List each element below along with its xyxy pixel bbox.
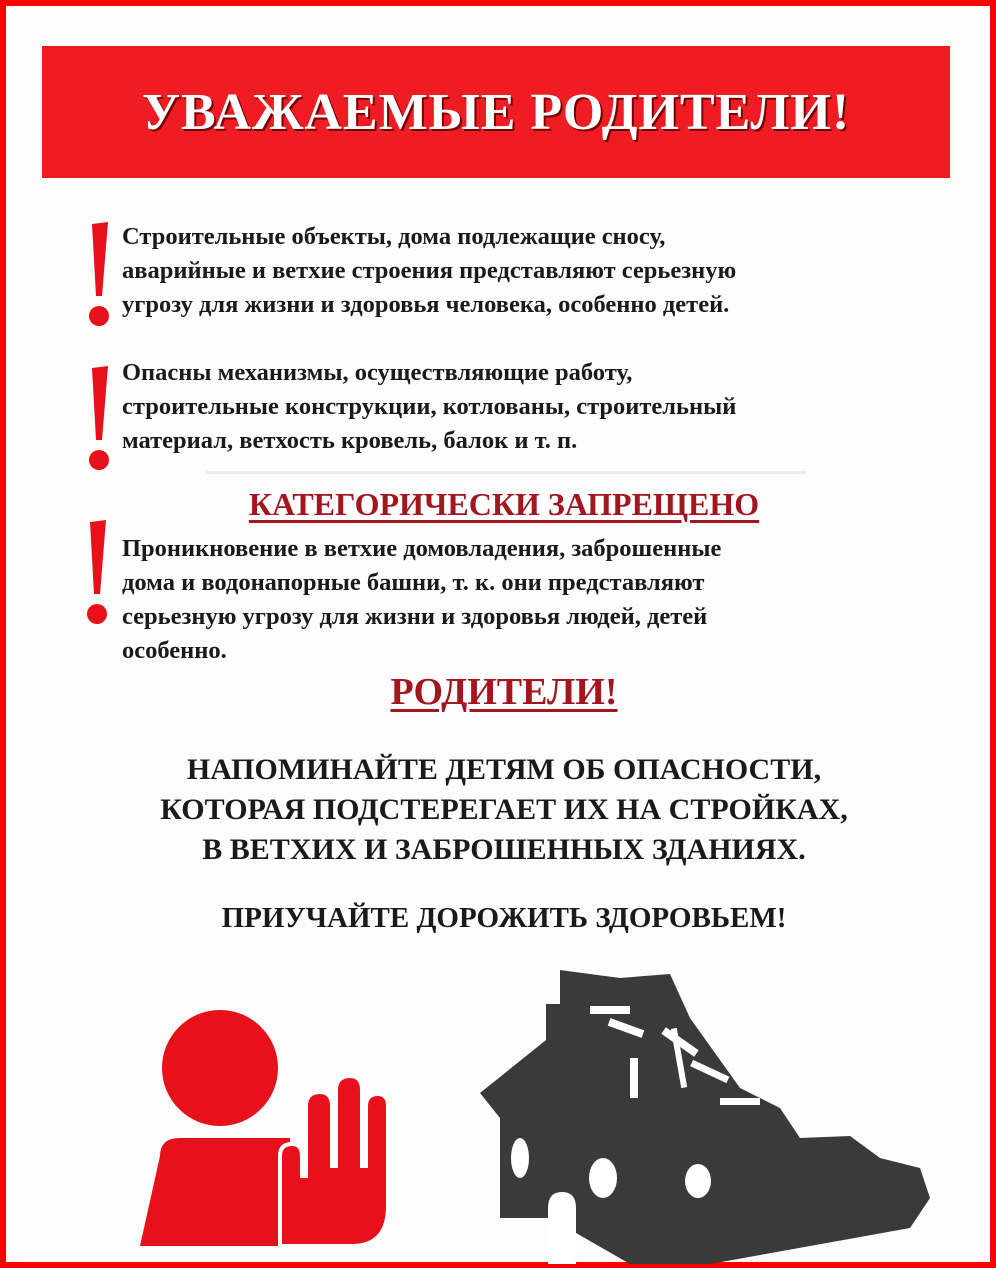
page-title: УВАЖАЕМЫЕ РОДИТЕЛИ! [141, 83, 851, 141]
stop-person-icon [130, 1006, 390, 1246]
warning-1-line: угрозу для жизни и здоровья человека, особенно детей. [122, 291, 730, 318]
reminder-line: КОТОРАЯ ПОДСТЕРЕГАЕТ ИХ НА СТРОЙКАХ, [160, 793, 848, 826]
exclamation-icon [84, 364, 112, 474]
warning-2-line: Опасны механизмы, осуществляющие работу, [122, 359, 633, 386]
warning-3-line: особенно. [122, 637, 227, 664]
header-banner [42, 46, 950, 178]
ruined-house-icon [480, 968, 950, 1264]
warning-text-2 [122, 356, 736, 458]
divider [206, 471, 806, 474]
warning-1-line: аварийные и ветхие строения представляют серьезную [122, 257, 737, 284]
warning-text-1 [122, 220, 736, 322]
warning-3-line: серьезную угрозу для жизни и здоровья людей, детей [122, 603, 708, 630]
exclamation-icon [84, 220, 112, 330]
warning-3-line: Проникновение в ветхие домовладения, заброшенные [122, 535, 722, 562]
warning-3-line: дома и водонапорные башни, т. к. они представляют [122, 569, 705, 596]
forbidden-heading: КАТЕГОРИЧЕСКИ ЗАПРЕЩЕНО [248, 486, 760, 522]
warning-2-line: материал, ветхость кровель, балок и т. п. [122, 427, 578, 454]
exclamation-icon [82, 518, 110, 628]
closing-text: ПРИУЧАЙТЕ ДОРОЖИТЬ ЗДОРОВЬЕМ! [221, 902, 787, 934]
warning-text-3 [122, 532, 721, 668]
parents-heading: РОДИТЕЛИ! [390, 671, 618, 713]
warning-1-line: Строительные объекты, дома подлежащие сносу, [122, 223, 666, 250]
reminder-text [6, 750, 996, 870]
reminder-line: В ВЕТХИХ И ЗАБРОШЕННЫХ ЗДАНИЯХ. [202, 833, 806, 866]
warning-2-line: строительные конструкции, котлованы, строительный [122, 393, 737, 420]
reminder-line: НАПОМИНАЙТЕ ДЕТЯМ ОБ ОПАСНОСТИ, [186, 753, 822, 786]
